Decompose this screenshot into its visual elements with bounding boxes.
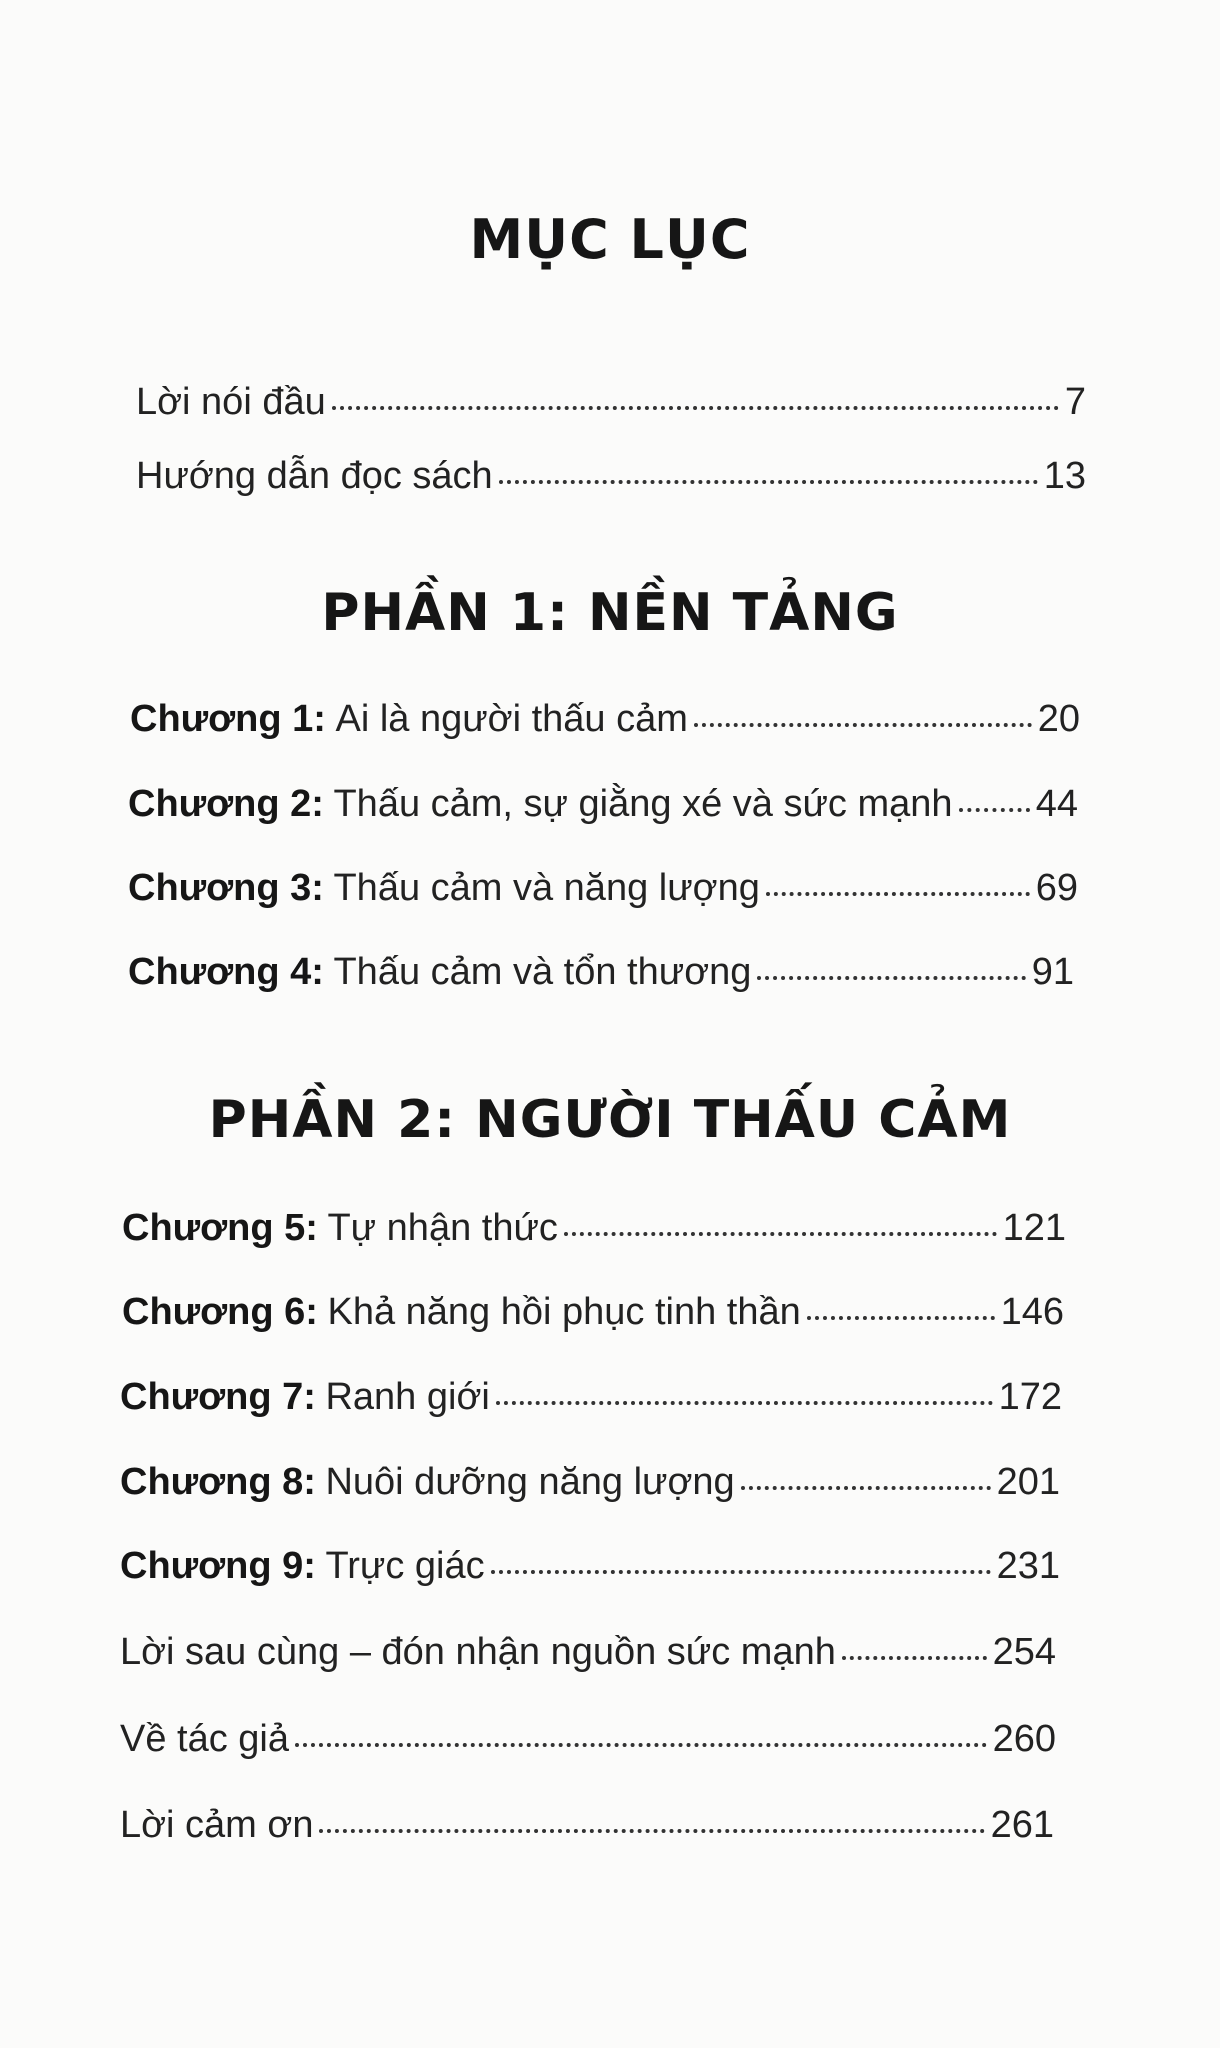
part-1-heading: PHẦN 1: NỀN TẢNG [321, 583, 899, 643]
toc-entry-page: 20 [1037, 698, 1080, 740]
toc-entry-page: 231 [996, 1545, 1060, 1587]
toc-entry-title: Trực giác [325, 1545, 485, 1587]
part-2-heading: PHẦN 2: NGƯỜI THẤU CẢM [208, 1090, 1012, 1150]
dot-leader [491, 1570, 991, 1574]
toc-heading: MỤC LỤC [469, 208, 751, 271]
dot-leader [564, 1232, 997, 1236]
dot-leader [319, 1829, 984, 1833]
chapter-label: Chương 9: [120, 1545, 316, 1587]
toc-entry-page: 91 [1031, 951, 1074, 993]
toc-entry-chapter-8[interactable] [120, 1458, 1060, 1506]
dot-leader [741, 1486, 991, 1490]
toc-entry-title: Ranh giới [325, 1376, 490, 1418]
dot-leader [499, 480, 1038, 484]
dot-leader [842, 1656, 987, 1660]
toc-entry-chapter-6[interactable] [122, 1288, 1064, 1336]
toc-entry-title: Về tác giả [120, 1718, 289, 1760]
toc-entry-page: 7 [1064, 381, 1086, 423]
toc-entry-chapter-1[interactable] [130, 695, 1080, 743]
toc-entry-back-2[interactable] [120, 1715, 1056, 1763]
chapter-label: Chương 1: [130, 698, 326, 740]
toc-entry-page: 254 [992, 1631, 1056, 1673]
chapter-label: Chương 6: [122, 1291, 318, 1333]
toc-entry-title: Thấu cảm, sự giằng xé và sức mạnh [333, 783, 953, 825]
toc-entry-title: Thấu cảm và tổn thương [333, 951, 752, 993]
toc-entry-page: 172 [998, 1376, 1062, 1418]
chapter-label: Chương 5: [122, 1207, 318, 1249]
toc-entry-title: Ai là người thấu cảm [335, 698, 688, 740]
dot-leader [766, 892, 1030, 896]
toc-entry-title: Nuôi dưỡng năng lượng [325, 1461, 735, 1503]
toc-entry-title: Tự nhận thức [327, 1207, 558, 1249]
chapter-label: Chương 3: [128, 867, 324, 909]
toc-entry-back-1[interactable] [120, 1628, 1056, 1676]
chapter-label: Chương 2: [128, 783, 324, 825]
toc-entry-chapter-9[interactable] [120, 1542, 1060, 1590]
toc-entry-front-2[interactable] [136, 452, 1086, 500]
toc-entry-page: 261 [990, 1804, 1054, 1846]
toc-entry-page: 13 [1043, 455, 1086, 497]
dot-leader [295, 1743, 987, 1747]
toc-entry-page: 146 [1000, 1291, 1064, 1333]
dot-leader [959, 808, 1030, 812]
dot-leader [496, 1401, 993, 1405]
dot-leader [694, 723, 1032, 727]
toc-entry-chapter-2[interactable] [128, 780, 1078, 828]
toc-entry-page: 260 [992, 1718, 1056, 1760]
toc-entry-chapter-5[interactable] [122, 1204, 1066, 1252]
toc-entry-title: Lời sau cùng – đón nhận nguồn sức mạnh [120, 1631, 836, 1673]
toc-entry-title: Khả năng hồi phục tinh thần [327, 1291, 801, 1333]
toc-entry-front-1[interactable] [136, 378, 1086, 426]
toc-entry-back-3[interactable] [120, 1801, 1054, 1849]
chapter-label: Chương 7: [120, 1376, 316, 1418]
toc-entry-title: Hướng dẫn đọc sách [136, 455, 493, 497]
toc-entry-chapter-4[interactable] [128, 948, 1074, 996]
toc-entry-chapter-3[interactable] [128, 864, 1078, 912]
dot-leader [807, 1316, 995, 1320]
toc-entry-title: Thấu cảm và năng lượng [333, 867, 760, 909]
toc-entry-page: 201 [996, 1461, 1060, 1503]
toc-entry-page: 44 [1035, 783, 1078, 825]
chapter-label: Chương 4: [128, 951, 324, 993]
toc-entry-page: 69 [1035, 867, 1078, 909]
chapter-label: Chương 8: [120, 1461, 316, 1503]
toc-entry-title: Lời cảm ơn [120, 1804, 314, 1846]
toc-entry-page: 121 [1002, 1207, 1066, 1249]
toc-entry-chapter-7[interactable] [120, 1373, 1062, 1421]
dot-leader [757, 976, 1025, 980]
dot-leader [332, 406, 1059, 410]
toc-entry-title: Lời nói đầu [136, 381, 326, 423]
